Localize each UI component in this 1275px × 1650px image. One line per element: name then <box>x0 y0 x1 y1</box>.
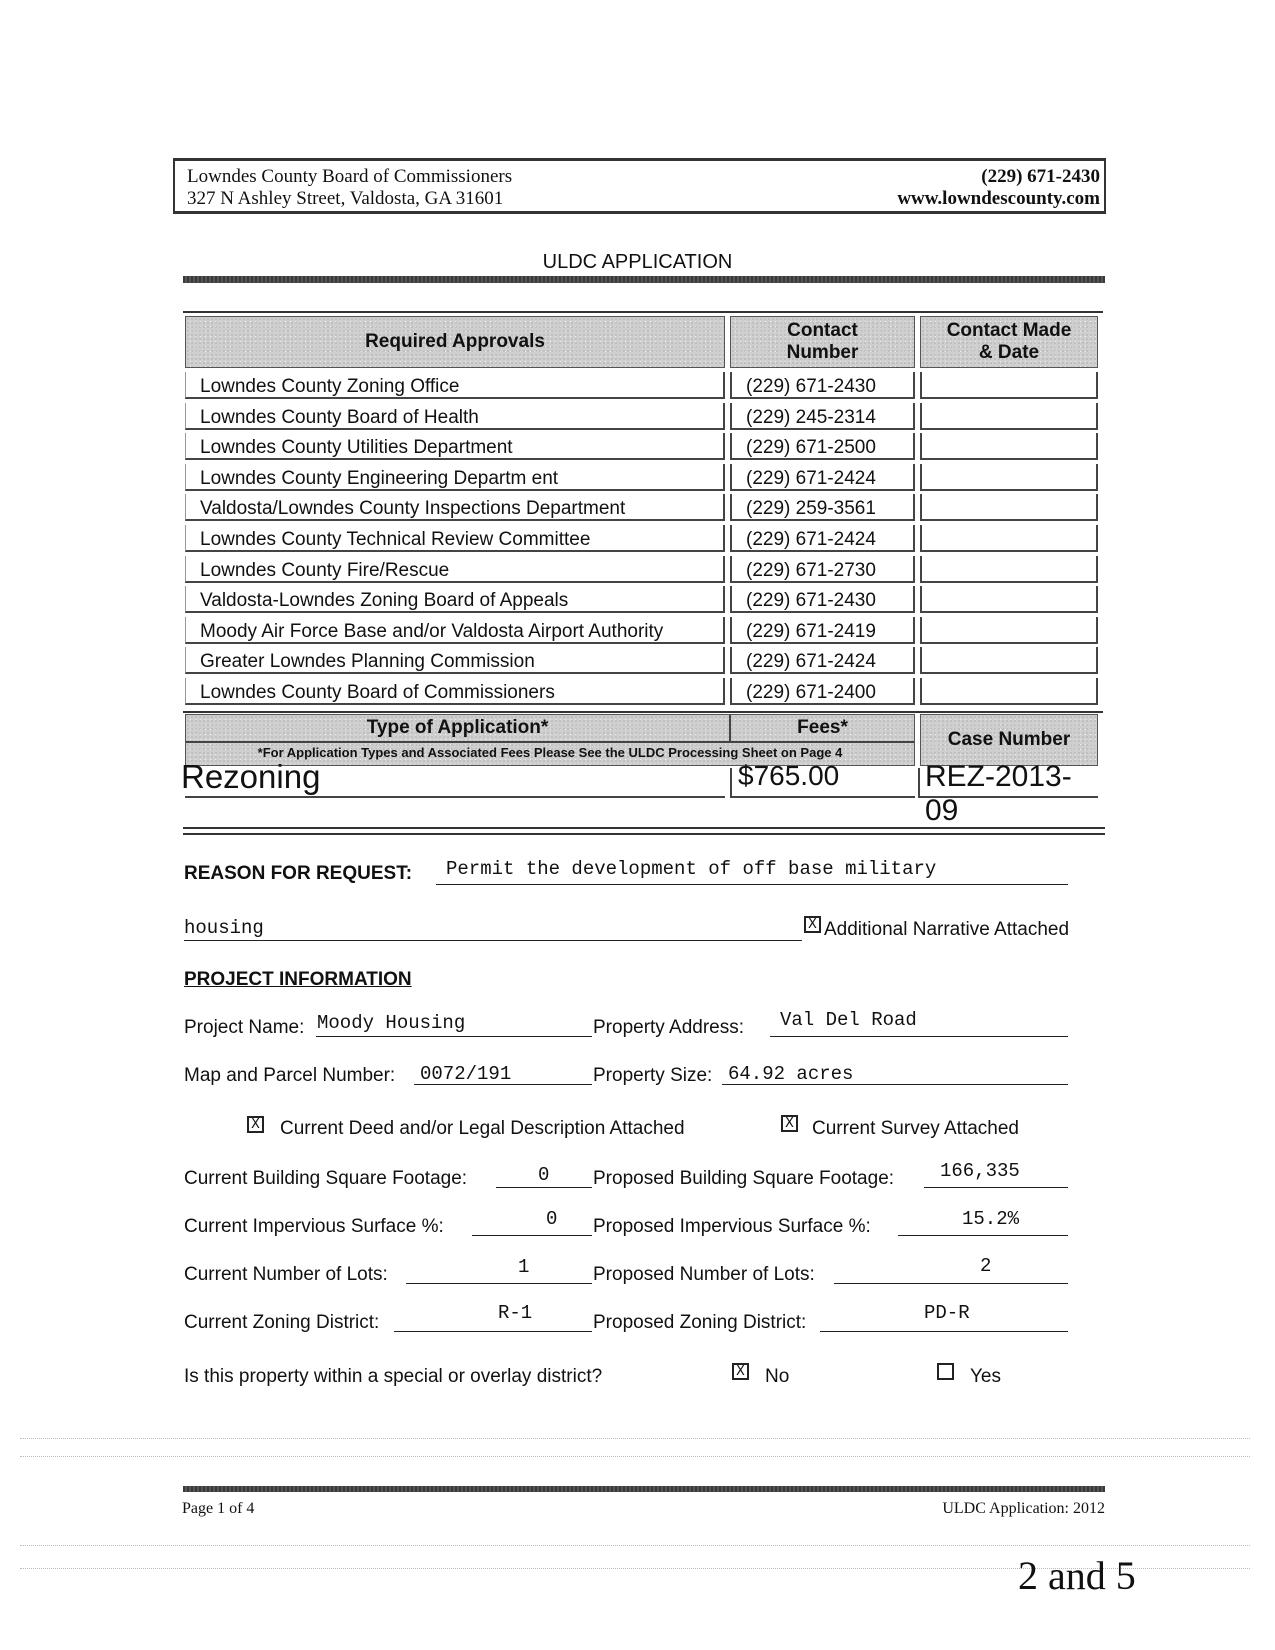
parcel-label: Map and Parcel Number: <box>184 1065 396 1086</box>
reason-line1[interactable]: Permit the development of off base military <box>446 858 937 880</box>
agency-phone: (229) 671-2730 <box>730 556 915 583</box>
proposed-sqft-underline <box>924 1187 1068 1188</box>
reason-line2-underline <box>184 940 802 941</box>
agency-name: Lowndes County Zoning Office <box>185 372 725 399</box>
property-size-value[interactable]: 64.92 acres <box>728 1063 854 1085</box>
current-sqft-value[interactable]: 0 <box>538 1164 550 1186</box>
property-size-label: Property Size: <box>593 1065 713 1086</box>
header-contact-made-line2: & Date <box>978 342 1040 363</box>
additional-narrative-checkbox[interactable]: X <box>804 916 821 933</box>
current-impervious-underline <box>472 1235 592 1236</box>
contact-made-field[interactable] <box>920 617 1098 644</box>
overlay-no-checkbox[interactable]: X <box>732 1363 749 1380</box>
agency-name: Valdosta/Lowndes County Inspections Department <box>185 494 725 521</box>
contact-made-field[interactable] <box>920 556 1098 583</box>
type-of-application-header: Type of Application* <box>186 715 731 743</box>
contact-made-field[interactable] <box>920 525 1098 552</box>
agency-name: Lowndes County Board of Health <box>185 403 725 430</box>
proposed-lots-label: Proposed Number of Lots: <box>593 1264 815 1285</box>
deed-checkbox[interactable]: X <box>247 1116 264 1133</box>
property-size-underline <box>722 1084 1068 1085</box>
property-address-value[interactable]: Val Del Road <box>780 1009 917 1031</box>
parcel-value[interactable]: 0072/191 <box>420 1063 512 1085</box>
current-lots-value[interactable]: 1 <box>518 1256 530 1278</box>
agency-phone: (229) 671-2430 <box>730 372 915 399</box>
header-contact-made-line1: Contact Made <box>946 320 1072 341</box>
proposed-sqft-value[interactable]: 166,335 <box>940 1160 1020 1182</box>
contact-made-field[interactable] <box>920 586 1098 613</box>
proposed-sqft-label: Proposed Building Square Footage: <box>593 1168 895 1189</box>
agency-name: Lowndes County Technical Review Committee <box>185 525 725 552</box>
org-address: 327 N Ashley Street, Valdosta, GA 31601 <box>187 188 504 209</box>
case-number-value[interactable]: REZ-2013-09 <box>925 760 1072 827</box>
property-address-underline <box>770 1036 1068 1037</box>
page-number: Page 1 of 4 <box>182 1500 255 1517</box>
title-rule <box>183 276 1105 283</box>
org-name: Lowndes County Board of Commissioners <box>187 166 513 187</box>
proposed-zoning-underline <box>820 1331 1068 1332</box>
agency-phone: (229) 671-2424 <box>730 464 915 491</box>
fee-value[interactable]: $765.00 <box>738 760 840 791</box>
footer-rule <box>183 1486 1105 1492</box>
agency-name: Lowndes County Board of Commissioners <box>185 678 725 705</box>
reason-label: REASON FOR REQUEST: <box>184 863 413 884</box>
scan-artifact-line <box>20 1438 1250 1440</box>
case-underline <box>920 796 1098 798</box>
reason-line2[interactable]: housing <box>184 917 264 939</box>
agency-phone: (229) 671-2419 <box>730 617 915 644</box>
header-contact-number-line2: Number <box>786 342 859 363</box>
header-required-approvals <box>185 316 725 368</box>
case-number-header: Case Number <box>920 714 1098 766</box>
agency-name: Lowndes County Utilities Department <box>185 433 725 460</box>
overlay-question: Is this property within a special or overlay district? <box>184 1366 603 1387</box>
application-fee-note: *For Application Types and Associated Fees Please See the ULDC Processing Sheet on Page 4 <box>257 745 843 760</box>
project-info-title: PROJECT INFORMATION <box>184 969 412 990</box>
current-sqft-label: Current Building Square Footage: <box>184 1168 468 1189</box>
fee-divider <box>730 768 732 798</box>
contact-made-field[interactable] <box>920 647 1098 674</box>
project-name-value[interactable]: Moody Housing <box>317 1012 466 1034</box>
proposed-lots-underline <box>834 1283 1068 1284</box>
fee-underline <box>730 796 915 798</box>
agency-name: Lowndes County Engineering Departm ent <box>185 464 725 491</box>
handwritten-page-note: 2 and 5 <box>1018 1553 1136 1598</box>
parcel-underline <box>414 1084 592 1085</box>
overlay-yes-checkbox[interactable] <box>937 1363 954 1380</box>
reason-line1-underline <box>436 884 1068 885</box>
fees-header: Fees* <box>731 715 914 743</box>
agency-phone: (229) 245-2314 <box>730 403 915 430</box>
contact-made-field[interactable] <box>920 464 1098 491</box>
agency-phone: (229) 259-3561 <box>730 494 915 521</box>
letterhead <box>173 158 1106 214</box>
contact-made-field[interactable] <box>920 678 1098 705</box>
contact-made-field[interactable] <box>920 372 1098 399</box>
contact-made-field[interactable] <box>920 403 1098 430</box>
agency-name: Moody Air Force Base and/or Valdosta Airport Authority <box>185 617 725 644</box>
current-lots-label: Current Number of Lots: <box>184 1264 388 1285</box>
agency-phone: (229) 671-2424 <box>730 647 915 674</box>
table-top-border <box>183 311 1103 313</box>
agency-phone: (229) 671-2400 <box>730 678 915 705</box>
proposed-zoning-label: Proposed Zoning District: <box>593 1312 807 1333</box>
org-phone: (229) 671-2430 <box>981 166 1100 187</box>
header-contact-number-line1: Contact <box>787 320 858 341</box>
header-contact-number <box>730 316 915 368</box>
header-contact-made <box>920 316 1098 368</box>
current-zoning-label: Current Zoning District: <box>184 1312 380 1333</box>
contact-made-field[interactable] <box>920 433 1098 460</box>
section-rule-upper <box>183 827 1105 829</box>
project-name-label: Project Name: <box>184 1017 305 1038</box>
current-impervious-label: Current Impervious Surface %: <box>184 1216 444 1237</box>
property-address-label: Property Address: <box>593 1017 745 1038</box>
proposed-zoning-value[interactable]: PD-R <box>924 1302 970 1324</box>
survey-checkbox[interactable]: X <box>781 1115 798 1132</box>
form-title: ULDC APPLICATION <box>542 251 733 273</box>
agency-name: Greater Lowndes Planning Commission <box>185 647 725 674</box>
current-impervious-value[interactable]: 0 <box>546 1208 558 1230</box>
current-lots-underline <box>406 1283 592 1284</box>
current-zoning-value[interactable]: R-1 <box>498 1302 533 1324</box>
type-underline <box>185 796 725 798</box>
current-sqft-underline <box>496 1187 592 1188</box>
proposed-lots-value[interactable]: 2 <box>980 1255 992 1277</box>
case-divider <box>918 768 920 798</box>
agency-phone: (229) 671-2424 <box>730 525 915 552</box>
proposed-impervious-value[interactable]: 15.2% <box>962 1208 1020 1230</box>
contact-made-field[interactable] <box>920 494 1098 521</box>
current-zoning-underline <box>394 1331 592 1332</box>
proposed-impervious-underline <box>898 1235 1068 1236</box>
project-name-underline <box>316 1036 592 1037</box>
agency-name: Valdosta-Lowndes Zoning Board of Appeals <box>185 586 725 613</box>
overlay-no-label: No <box>765 1366 790 1387</box>
proposed-impervious-label: Proposed Impervious Surface %: <box>593 1216 871 1237</box>
form-version: ULDC Application: 2012 <box>942 1500 1105 1517</box>
org-website[interactable]: www.lowndescounty.com <box>897 188 1100 209</box>
scan-artifact-line <box>20 1545 1250 1547</box>
application-type-value[interactable]: Rezoning <box>181 758 321 795</box>
deed-label: Current Deed and/or Legal Description Attached <box>280 1118 685 1139</box>
agency-name: Lowndes County Fire/Rescue <box>185 556 725 583</box>
section-rule-lower <box>183 833 1105 835</box>
section-border <box>183 711 1103 713</box>
overlay-yes-label: Yes <box>970 1366 1001 1387</box>
scan-artifact-line <box>20 1456 1250 1458</box>
agency-phone: (229) 671-2430 <box>730 586 915 613</box>
header-required-approvals-label: Required Approvals <box>365 331 545 352</box>
agency-phone: (229) 671-2500 <box>730 433 915 460</box>
additional-narrative-label: Additional Narrative Attached <box>824 919 1070 940</box>
survey-label: Current Survey Attached <box>812 1118 1019 1139</box>
